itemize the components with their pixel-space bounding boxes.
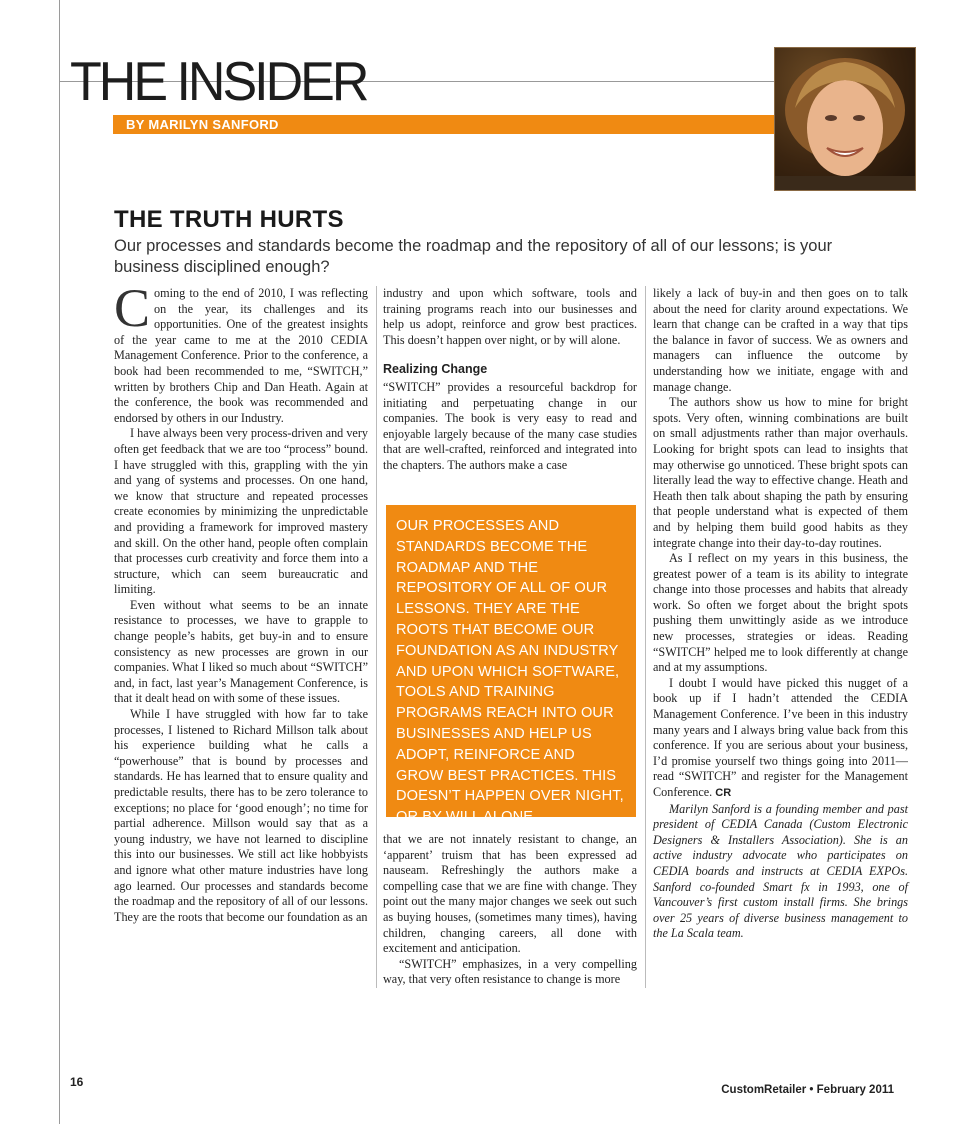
article-paragraph: “SWITCH” provides a resourceful backdrop for initiating and perpetuating change in our companies. The book is very easy to read and enjoyable largely because of the many case studies that are well-crafted, reinforced and integrated into the chapters. The authors make a case	[383, 379, 637, 472]
article-paragraph: industry and upon which software, tools and training programs reach into our businesses and help us adopt, reinforce and grow best practices. This doesn’t happen over night, or by will alone.	[383, 286, 637, 347]
article-paragraph: I have always been very process-driven and very often get feedback that we are too “process” bound. I have struggled with this, grappling with the yin and yang of systems and processes. On one hand, we know that structure and repeated processes create economies by minimizing the unpredictable and providing a framework for improved mastery and skill. On the other hand, people often complain that processes curb creativity and force them into a structure, which can seem bureaucratic and limiting.	[114, 426, 368, 597]
article-headline: THE TRUTH HURTS	[114, 206, 344, 233]
article-paragraph: While I have struggled with how far to take processes, I listened to Richard Millson talk about his experience building what he calls a “powerhouse” that is bound by processes and standards. He has learned that to ensure quality and predictable results, there has to be zero tolerance to exceptions; no place for ‘good enough’; no time for partial adherence. Millson would say that as a young industry, we have not learned to discipline this into our businesses. We still act like hobbyists and ignore what other mature industries have long ago learned. Our processes and standards become the roadmap and the repository of all of our lessons. They are the roots that become our foundation as an	[114, 707, 368, 924]
column-divider	[645, 286, 646, 988]
article-column-2	[383, 286, 637, 474]
article-paragraph: that we are not innately resistant to change, an ‘apparent’ truism that has been expressed ad nauseam. Refreshingly the authors make a compelling case that we are fine with change. They point out the many major changes we seek out such as buying houses, (sometimes many times), having children, changing careers, all done with excitement and anticipation.	[383, 832, 637, 956]
article-paragraph: As I reflect on my years in this business, the greatest power of a team is its ability to integrate change into those processes and habits that already work. So often we forget about the bright spots pushing them unwittingly aside as we introduce new processes, strategies or ideas. Reading “SWITCH” helped me to look differently at change and at my assumptions.	[653, 551, 908, 675]
article-paragraph: I doubt I would have picked this nugget of a book up if I hadn’t attended the CEDIA Management Conference. I’ve been in this industry many years and I always bring value back from this conference. If you are serious about your business, I’d promise yourself two things going into 2011—read “SWITCH” and register for the Management Conference. CR	[653, 675, 908, 799]
article-paragraph: “SWITCH” emphasizes, in a very compelling way, that very often resistance to change is more	[383, 956, 637, 987]
page-number: 16	[70, 1075, 84, 1089]
page-margin-rule	[59, 0, 60, 1124]
column-brand-title: THE INSIDER	[70, 51, 367, 113]
drop-cap: C	[114, 278, 151, 338]
article-deck: Our processes and standards become the roadmap and the repository of all of our lessons; is your business disciplined enough?	[114, 237, 833, 276]
pull-quote: OUR PROCESSES AND STANDARDS BECOME THE ROADMAP AND THE REPOSITORY OF ALL OF OUR LESSONS. THEY ARE THE ROOTS THAT BECOME OUR FOUNDATION AS AN INDUSTRY AND UPON WHICH SOFTWARE, TOOLS AND TRAINING PROGRAMS REACH INTO OUR BUSINESSES AND HELP US ADOPT, REINFORCE AND GROW BEST PRACTICES. THIS DOESN’T HAPPEN OVER NIGHT, OR BY WILL ALONE.	[386, 505, 636, 817]
author-bio: Marilyn Sanford is a founding member and past president of CEDIA Canada (Custom Electronic Designers & Installers Association). She is an active industry advocate who participates on CEDIA boards and instructs at CEDIA EXPOs. Sanford co-founded Smart fx in 1993, one of Vancouver’s first custom install firms. She brings over 25 years of diverse business management to the La Scala team.	[653, 801, 908, 941]
author-photo	[774, 47, 916, 191]
article-column-2-continued	[383, 832, 637, 988]
article-paragraph: The authors show us how to mine for bright spots. Very often, winning combinations are built on small adjustments rather than major overhauls. Looking for bright spots can lead to insights that may otherwise go unnoticed. These bright spots can literally lead the way to effective change. Heath and Heath then talk about shaping the path by ensuring that people understand what is expected of them and by helping them build good habits as they integrate change into their day-to-day routines.	[653, 395, 908, 550]
end-mark: CR	[715, 787, 732, 799]
byline: BY MARILYN SANFORD	[126, 117, 279, 132]
section-subhead: Realizing Change	[383, 362, 488, 377]
article-column-1	[114, 278, 368, 925]
article-paragraph: Even without what seems to be an innate resistance to processes, we have to grapple to change people’s habits, get buy-in and to ensure consistency as new processes are grown in our companies. What I liked so much about “SWITCH” and, in fact, last year’s Management Conference, is that it dealt head on with some of these issues.	[114, 597, 368, 706]
article-paragraph: Coming to the end of 2010, I was reflecting on the year, its challenges and its opportunities. One of the greatest insights of the year came to me at the 2010 CEDIA Management Conference. Prior to the conference, a book had been recommended to me, “SWITCH,” written by brothers Chip and Dan Heath. Again at the conference, the book was recommended and endorsed by others in our Industry.	[114, 278, 368, 425]
column-divider	[376, 286, 377, 988]
article-column-3	[653, 286, 908, 942]
publication-footer: CustomRetailer • February 2011	[721, 1084, 894, 1096]
author-portrait-image	[775, 48, 915, 190]
article-paragraph: likely a lack of buy-in and then goes on to talk about the need for clarity around expectations. We learn that change can be crafted in a way that tips the balance in favor of success. We as owners and managers can influence the outcome by understanding how we initiate, engage with and manage change.	[653, 286, 908, 394]
